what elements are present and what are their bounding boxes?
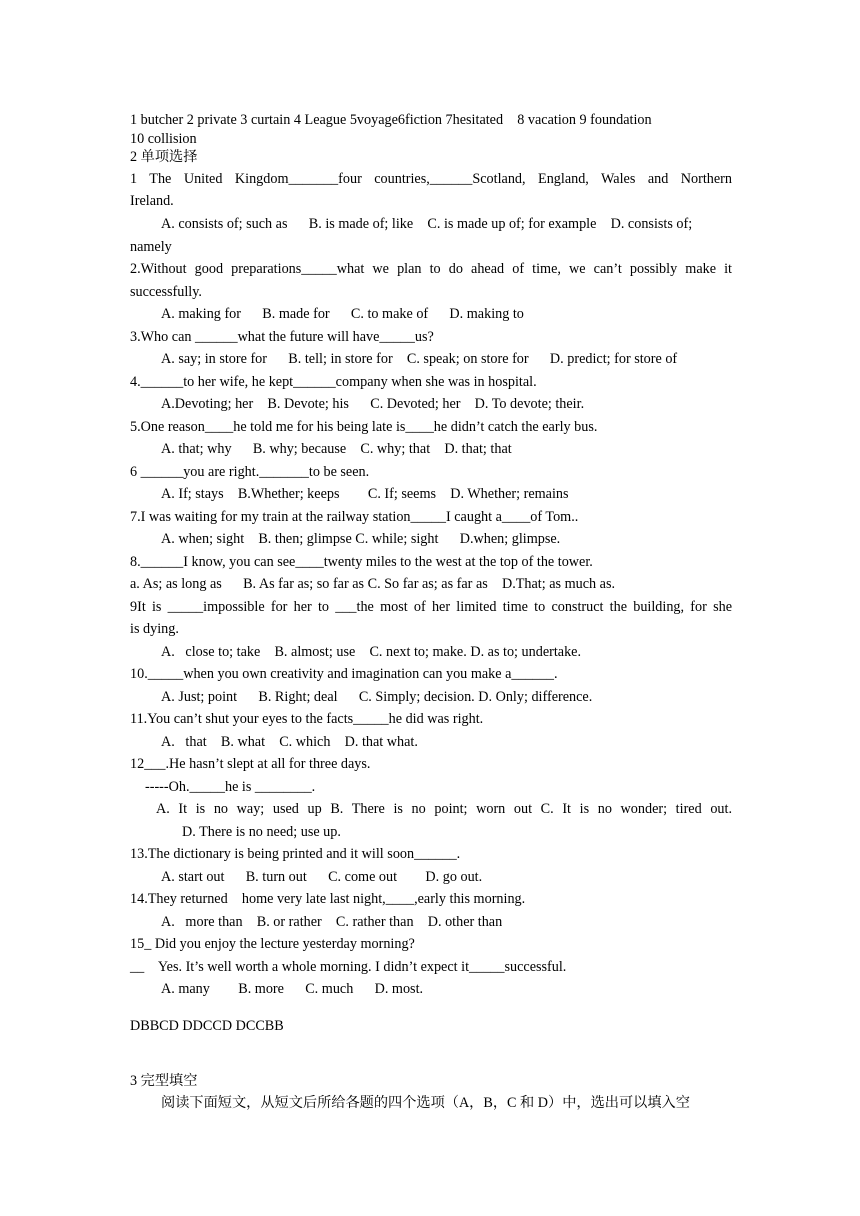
question-15-stem: 15_ Did you enjoy the lecture yesterday morning? [130,936,415,952]
section-3-heading: 3 完型填空 [130,1073,198,1089]
question-6-options: A. If; stays B.Whether; keeps C. If; seems D. Whether; remains [161,486,569,502]
question-12-options-cont: D. There is no need; use up. [182,824,341,840]
section-3-intro: 阅读下面短文，从短文后所给各题的四个选项（A，B，C 和 D）中，选出可以填入空 [161,1095,690,1111]
question-2-stem: 2.Without good preparations_____what we plan to do ahead of time, we can’t possibly make it [130,261,732,277]
question-14-options: A. more than B. or rather C. rather than D. other than [161,914,503,930]
question-11-stem: 11.You can’t shut your eyes to the facts_____he did was right. [130,711,484,727]
vocab-line-2: 10 collision [130,131,197,147]
question-2-stem-cont: successfully. [130,284,202,300]
question-7-options: A. when; sight B. then; glimpse C. while; sight D.when; glimpse. [161,531,561,547]
question-1-stem: 1 The United Kingdom_______four countries,______Scotland, England, Wales and Northern [130,171,732,187]
question-12-stem: 12___.He hasn’t slept at all for three days. [130,756,371,772]
question-9-options: A. close to; take B. almost; use C. next to; make. D. as to; undertake. [161,644,582,660]
question-6-stem: 6 ______you are right._______to be seen. [130,464,370,480]
question-8-stem: 8.______I know, you can see____twenty miles to the west at the top of the tower. [130,554,593,570]
question-1-stem-cont: Ireland. [130,193,174,209]
question-3-options: A. say; in store for B. tell; in store for C. speak; on store for D. predict; for store of [161,351,678,367]
question-7-stem: 7.I was waiting for my train at the railway station_____I caught a____of Tom.. [130,509,579,525]
question-5-stem: 5.One reason____he told me for his being late is____he didn’t catch the early bus. [130,419,598,435]
question-13-options: A. start out B. turn out C. come out D. go out. [161,869,483,885]
answer-key: DBBCD DDCCD DCCBB [130,1018,284,1034]
question-9-stem: 9It is _____impossible for her to ___the most of her limited time to construct the building, for she [130,599,732,615]
question-3-stem: 3.Who can ______what the future will have_____us? [130,329,434,345]
question-4-options: A.Devoting; her B. Devote; his C. Devoted; her D. To devote; their. [161,396,585,412]
question-4-stem: 4.______to her wife, he kept______company when she was in hospital. [130,374,537,390]
question-12-stem-cont: -----Oh._____he is ________. [145,779,316,795]
question-10-options: A. Just; point B. Right; deal C. Simply; decision. D. Only; difference. [161,689,593,705]
question-15-stem-cont: __ Yes. It’s well worth a whole morning. I didn’t expect it_____successful. [130,959,567,975]
question-1-options: A. consists of; such as B. is made of; like C. is made up of; for example D. consists of; [161,216,693,232]
question-14-stem: 14.They returned home very late last night,____,early this morning. [130,891,526,907]
section-2-heading: 2 单项选择 [130,149,198,165]
question-15-options: A. many B. more C. much D. most. [161,981,424,997]
question-12-options: A. It is no way; used up B. There is no point; worn out C. It is no wonder; tired out. [156,801,732,817]
question-10-stem: 10._____when you own creativity and imagination can you make a______. [130,666,558,682]
question-1-options-cont: namely [130,239,172,255]
question-11-options: A. that B. what C. which D. that what. [161,734,418,750]
question-5-options: A. that; why B. why; because C. why; that D. that; that [161,441,512,457]
question-13-stem: 13.The dictionary is being printed and it will soon______. [130,846,461,862]
question-8-options: a. As; as long as B. As far as; so far as C. So far as; as far as D.That; as much as. [130,576,616,592]
question-9-stem-cont: is dying. [130,621,179,637]
vocab-line-1: 1 butcher 2 private 3 curtain 4 League 5voyage6fiction 7hesitated 8 vacation 9 foundation [130,112,652,128]
question-2-options: A. making for B. made for C. to make of D. making to [161,306,524,322]
